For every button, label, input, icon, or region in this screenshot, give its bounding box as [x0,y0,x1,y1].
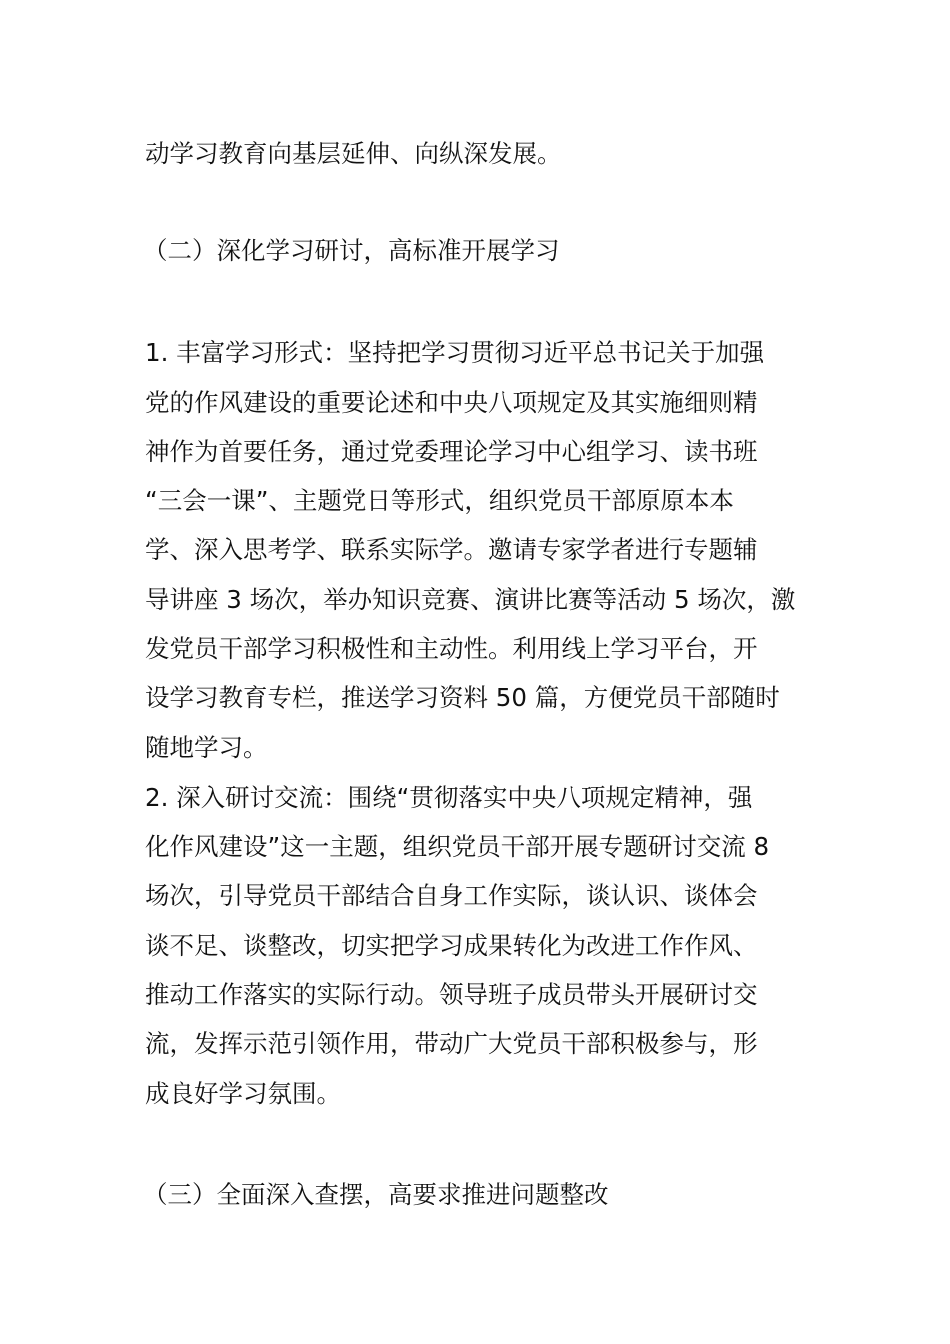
item-1-line: 神作为首要任务，通过党委理论学习中心组学习、读书班 [145,437,758,466]
item-2-line: 场次，引导党员干部结合自身工作实际，谈认识、谈体会 [145,881,758,910]
item-1-line: “三会一课”、主题党日等形式，组织党员干部原原本本 [145,486,734,515]
item-2-line: 流，发挥示范引领作用，带动广大党员干部积极参与，形 [145,1029,758,1058]
item-1-line: 随地学习。 [145,733,268,762]
item-2-line: 谈不足、谈整改，切实把学习成果转化为改进工作作风、 [145,931,758,960]
item-1-line: 党的作风建设的重要论述和中央八项规定及其实施细则精 [145,388,758,417]
item-2-line: 化作风建设”这一主题，组织党员干部开展专题研讨交流 8 [145,832,770,861]
item-2-line: 成良好学习氛围。 [145,1079,341,1108]
item-1-line: 学、深入思考学、联系实际学。邀请专家学者进行专题辅 [145,535,758,564]
section-2-heading: （二）深化学习研讨，高标准开展学习 [143,236,560,265]
item-1-line: 设学习教育专栏，推送学习资料 50 篇，方便党员干部随时 [145,683,780,712]
item-2-line: 2. 深入研讨交流：围绕“贯彻落实中央八项规定精神，强 [145,783,753,812]
item-1-line: 1. 丰富学习形式：坚持把学习贯彻习近平总书记关于加强 [145,338,765,367]
item-1-line: 导讲座 3 场次，举办知识竞赛、演讲比赛等活动 5 场次，激 [145,585,796,614]
item-1-line: 发党员干部学习积极性和主动性。利用线上学习平台，开 [145,634,758,663]
continuation-line: 动学习教育向基层延伸、向纵深发展。 [145,139,562,168]
section-3-heading: （三）全面深入查摆，高要求推进问题整改 [143,1180,609,1209]
item-2-line: 推动工作落实的实际行动。领导班子成员带头开展研讨交 [145,980,758,1009]
